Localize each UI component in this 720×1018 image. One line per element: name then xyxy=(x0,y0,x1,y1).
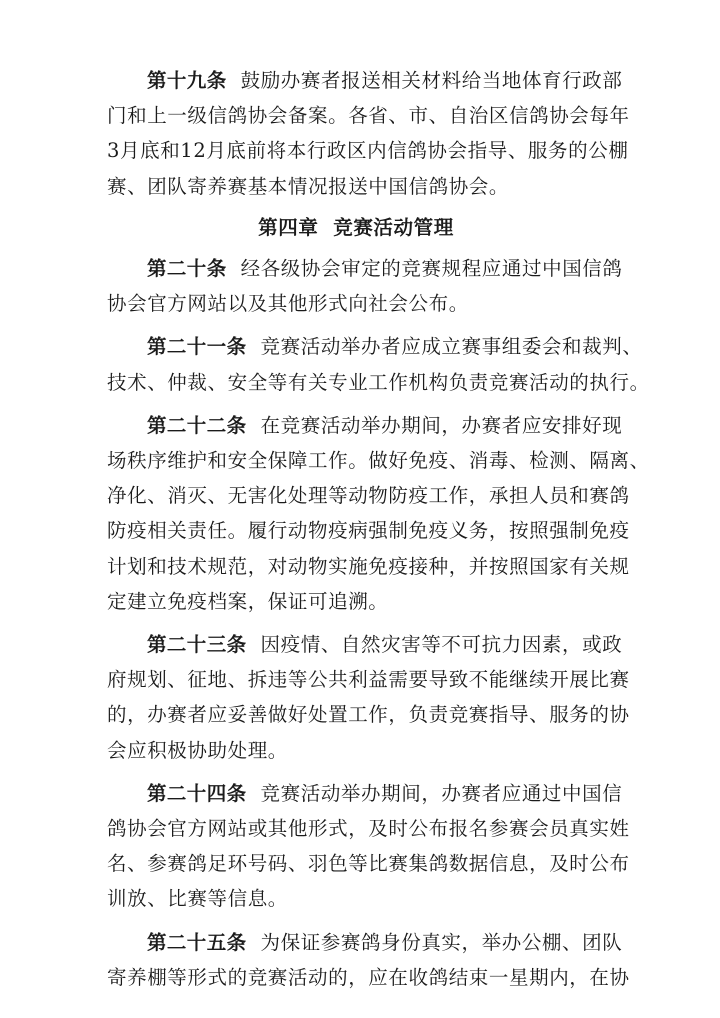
article-24 xyxy=(107,776,630,917)
article-25-text: 为保证参赛鸽身份真实，举办公棚、团队 xyxy=(260,930,623,954)
article-23-title: 第二十三条 xyxy=(147,633,247,657)
article-22-line-1 xyxy=(107,408,623,443)
article-22-line-5: 计划和技术规范，对动物实施免疫接种，并按照国家有关规 xyxy=(107,554,630,578)
article-23-line-2: 府规划、征地、拆违等公共利益需要导致不能继续开展比赛 xyxy=(107,668,630,692)
article-23 xyxy=(107,627,630,768)
article-24-text: 竞赛活动举办期间，办赛者应通过中国信 xyxy=(260,781,623,805)
article-21-text: 竞赛活动举办者应成立赛事组委会和裁判、 xyxy=(260,335,643,359)
article-21 xyxy=(107,329,650,399)
article-19-line-1 xyxy=(107,63,623,98)
article-19-text: 鼓励办赛者报送相关材料给当地体育行政部 xyxy=(240,69,623,92)
article-19-line-2: 门和上一级信鸽协会备案。各省、市、自治区信鸽协会每年 xyxy=(107,104,630,128)
article-22-line-3: 净化、消灭、无害化处理等动物防疫工作，承担人员和赛鸽 xyxy=(107,484,630,508)
article-23-line-4: 会应积极协助处理。 xyxy=(107,738,288,762)
article-22-line-4: 防疫相关责任。履行动物疫病强制免疫义务，按照强制免疫 xyxy=(107,519,630,543)
article-21-line-1 xyxy=(107,329,643,364)
article-19-line-4: 赛、团队寄养赛基本情况报送中国信鸽协会。 xyxy=(107,174,510,198)
article-19-title: 第十九条 xyxy=(147,69,227,92)
article-23-line-3: 的，办赛者应妥善做好处置工作，负责竞赛指导、服务的协 xyxy=(107,703,630,727)
article-24-line-4: 训放、比赛等信息。 xyxy=(107,887,288,911)
document-body xyxy=(107,63,650,995)
article-21-line-2: 技术、仲裁、安全等有关专业工作机构负责竞赛活动的执行。 xyxy=(107,370,650,394)
article-20-line-1 xyxy=(107,251,623,286)
article-22-line-2: 场秩序维护和安全保障工作。做好免疫、消毒、检测、隔离、 xyxy=(107,449,650,473)
article-22-text: 在竞赛活动举办期间，办赛者应安排好现 xyxy=(260,413,623,437)
article-25-line-2: 寄养棚等形式的竞赛活动的，应在收鸽结束一星期内，在协 xyxy=(107,965,630,989)
article-24-line-2: 鸽协会官方网站或其他形式，及时公布报名参赛会员真实姓 xyxy=(107,817,630,841)
article-24-title: 第二十四条 xyxy=(147,781,247,805)
article-23-line-1 xyxy=(107,627,623,662)
article-22-line-6: 定建立免疫档案，保证可追溯。 xyxy=(107,589,389,613)
article-25-title: 第二十五条 xyxy=(147,930,247,954)
article-19 xyxy=(107,63,630,204)
article-20-line-2: 协会官方网站以及其他形式向社会公布。 xyxy=(107,292,469,316)
article-20-title: 第二十条 xyxy=(147,257,227,281)
article-22 xyxy=(107,408,650,619)
article-22-title: 第二十二条 xyxy=(147,413,247,437)
article-21-title: 第二十一条 xyxy=(147,335,247,359)
article-20-text: 经各级协会审定的竞赛规程应通过中国信鸽 xyxy=(240,257,623,281)
article-25-line-1 xyxy=(107,925,623,960)
article-24-line-3: 名、参赛鸽足环号码、羽色等比赛集鸽数据信息，及时公布 xyxy=(107,852,630,876)
article-23-text: 因疫情、自然灾害等不可抗力因素，或政 xyxy=(260,633,623,657)
article-20 xyxy=(107,251,623,321)
article-19-line-3: 3月底和12月底前将本行政区内信鸽协会指导、服务的公棚 xyxy=(107,139,629,163)
article-25 xyxy=(107,925,630,995)
article-24-line-1 xyxy=(107,776,623,811)
chapter-heading: 第四章 竞赛活动管理 xyxy=(258,215,454,239)
